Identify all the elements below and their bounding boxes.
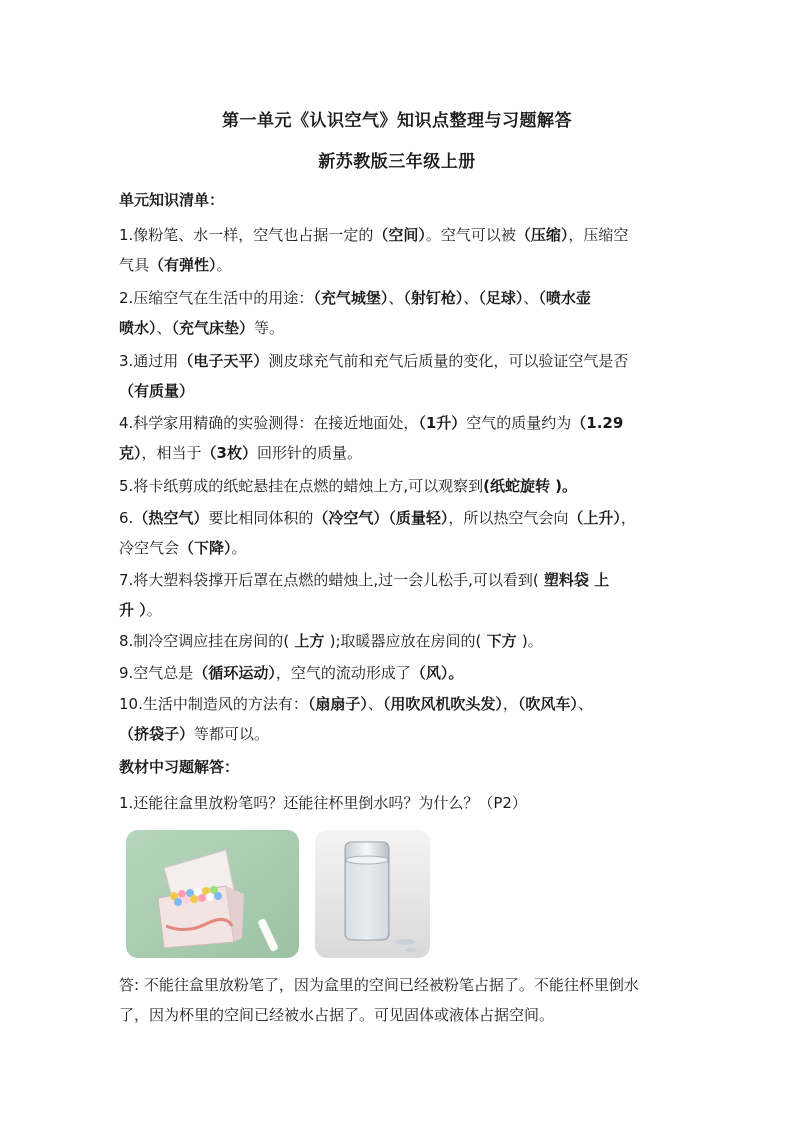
section-heading-knowledge: 单元知识清单：: [119, 191, 225, 209]
exercise-question-1: 1.还能往盒里放粉笔吗？还能往杯里倒水吗？为什么？（P2）: [119, 794, 527, 812]
knowledge-item-1-line-2: 气具（有弹性）。: [119, 256, 232, 274]
knowledge-item-2-line-2: 喷水）、（充气床垫）等。: [119, 319, 285, 337]
knowledge-item-10-line-1: 10.生活中制造风的方法有：（扇扇子）、（用吹风机吹头发），（吹风车）、: [119, 695, 593, 713]
water-glass-photo: [315, 830, 430, 958]
knowledge-item-3-line-1: 3.通过用（电子天平）测皮球充气前和充气后质量的变化，可以验证空气是否: [119, 352, 629, 370]
section-heading-exercises: 教材中习题解答：: [119, 758, 240, 776]
answer-line-1: 答: 不能往盒里放粉笔了，因为盒里的空间已经被粉笔占据了。不能往杯里倒水: [119, 976, 639, 994]
knowledge-item-8: 8.制冷空调应挂在房间的( 上方 );取暖器应放在房间的( 下方 )。: [119, 632, 543, 650]
knowledge-item-5: 5.将卡纸剪成的纸蛇悬挂在点燃的蜡烛上方,可以观察到(纸蛇旋转 )。: [119, 477, 578, 495]
knowledge-item-9: 9.空气总是（循环运动），空气的流动形成了（风）。: [119, 664, 464, 682]
knowledge-item-6-line-1: 6.（热空气）要比相同体积的（冷空气）（质量轻），所以热空气会向（上升），: [119, 509, 636, 527]
knowledge-item-2-line-1: 2.压缩空气在生活中的用途：（充气城堡）、（射钉枪）、（足球）、（喷水壶: [119, 289, 591, 307]
chalk-box-photo: [126, 830, 299, 958]
knowledge-item-7-line-1: 7.将大塑料袋撑开后罩在点燃的蜡烛上,过一会儿松手,可以看到( 塑料袋 上: [119, 571, 610, 589]
knowledge-item-3-line-2: （有质量）: [119, 382, 195, 400]
knowledge-item-6-line-2: 冷空气会（下降）。: [119, 539, 247, 557]
knowledge-item-4-line-2: 克），相当于（3枚）回形针的质量。: [119, 444, 362, 462]
knowledge-item-10-line-2: （挤袋子）等都可以。: [119, 725, 270, 743]
answer-line-2: 了，因为杯里的空间已经被水占据了。可见固体或液体占据空间。: [119, 1006, 555, 1024]
page-subtitle: 新苏教版三年级上册: [318, 152, 476, 172]
page-title: 第一单元《认识空气》知识点整理与习题解答: [222, 111, 572, 131]
knowledge-item-7-line-2: 升 ）。: [119, 601, 162, 619]
knowledge-item-4-line-1: 4.科学家用精确的实验测得：在接近地面处，（1升）空气的质量约为（1.29: [119, 414, 624, 432]
knowledge-item-1-line-1: 1.像粉笔、水一样，空气也占据一定的（空间）。空气可以被（压缩），压缩空: [119, 226, 629, 244]
